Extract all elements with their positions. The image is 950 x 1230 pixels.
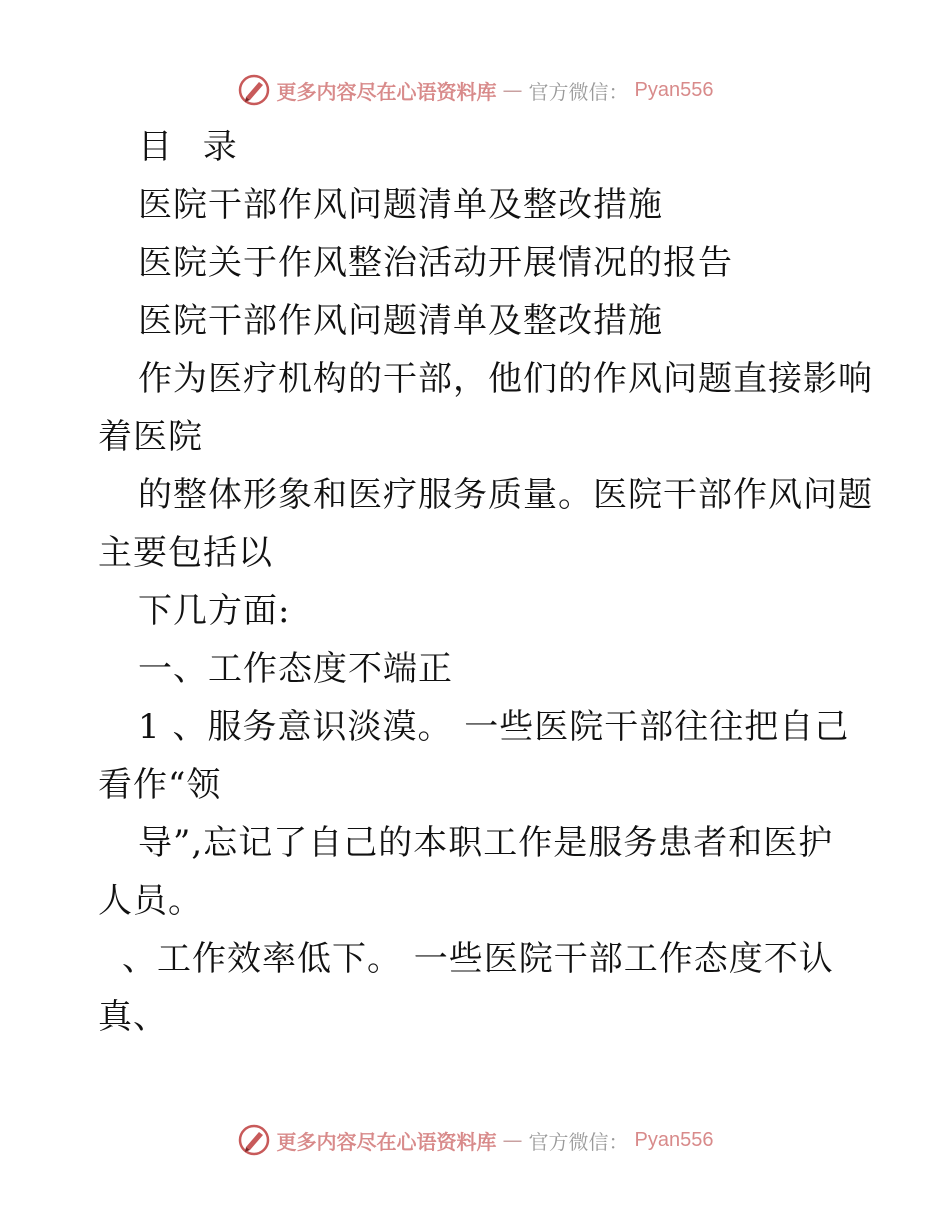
paragraph-line: 人员。 <box>98 881 203 921</box>
paragraph-line: 主要包括以 <box>98 533 273 573</box>
paragraph-line: 看作“领 <box>98 765 222 805</box>
banner-site-text: 更多内容尽在心语资料库 <box>276 1129 497 1154</box>
footer-watermark-banner <box>0 1120 950 1160</box>
section-title: 医院干部作风问题清单及整改措施 <box>138 301 663 341</box>
paragraph-line: 下几方面: <box>138 591 291 631</box>
pen-logo-icon <box>237 1123 271 1157</box>
banner-wechat-id: Pyan556 <box>634 1128 714 1151</box>
subheading-line: 一、工作态度不端正 <box>138 649 453 689</box>
toc-item-2: 医院关于作风整治活动开展情况的报告 <box>138 243 733 283</box>
banner-site-text: 更多内容尽在心语资料库 <box>276 79 497 104</box>
paragraph-line: 的整体形象和医疗服务质量。医院干部作风问题 <box>138 475 873 515</box>
toc-heading: 目 录 <box>138 127 247 167</box>
paragraph-line: 1 、服务意识淡漠。 一些医院干部往往把自己 <box>138 707 850 747</box>
paragraph-line: 作为医疗机构的干部，他们的作风问题直接影响 <box>138 359 873 399</box>
paragraph-line: 着医院 <box>98 417 203 457</box>
banner-wechat-label: 官方微信： <box>528 79 629 104</box>
banner-dash: — <box>502 1128 523 1152</box>
toc-item-1: 医院干部作风问题清单及整改措施 <box>138 185 663 225</box>
pen-logo-icon <box>237 73 271 107</box>
paragraph-line: 导”,忘记了自己的本职工作是服务患者和医护 <box>138 823 834 863</box>
paragraph-line: 、工作效率低下。 一些医院干部工作态度不认 <box>122 939 834 979</box>
paragraph-line: 真、 <box>98 997 168 1037</box>
banner-dash: — <box>502 78 523 102</box>
banner-wechat-label: 官方微信： <box>528 1129 629 1154</box>
document-body <box>98 118 873 1046</box>
header-watermark-banner <box>0 70 950 110</box>
banner-wechat-id: Pyan556 <box>634 78 714 101</box>
